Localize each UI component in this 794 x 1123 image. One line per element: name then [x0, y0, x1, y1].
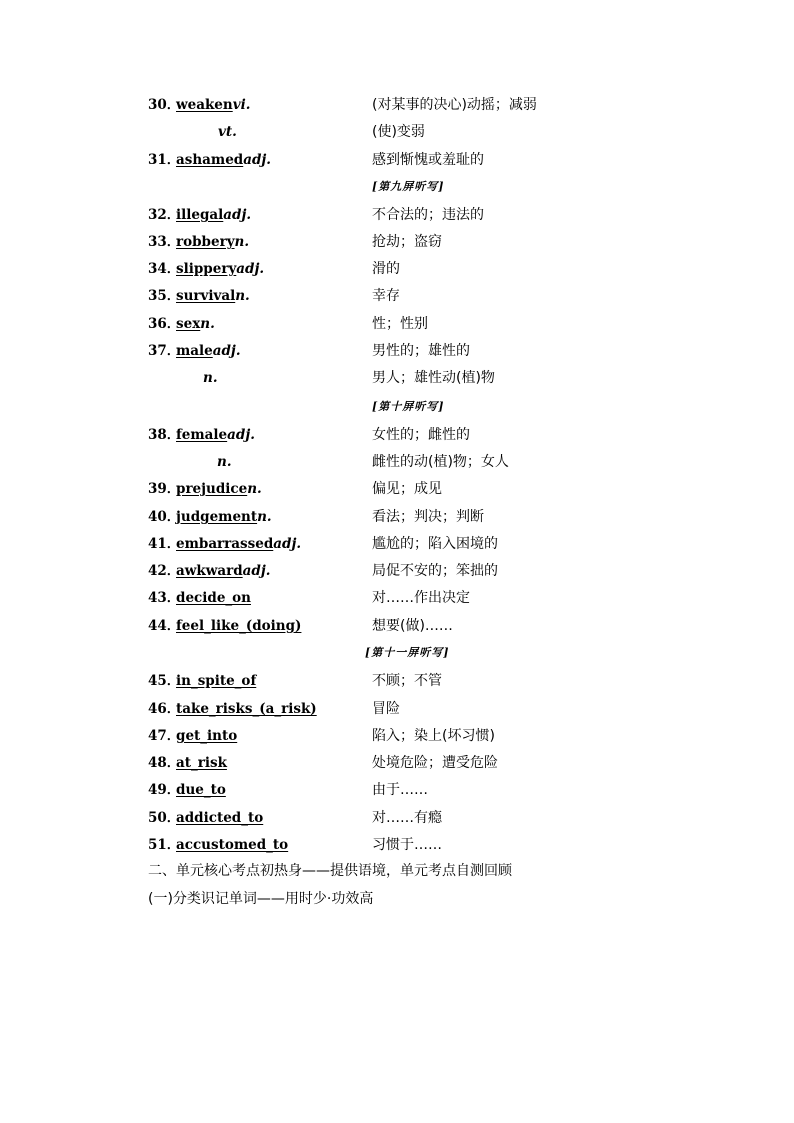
entry-number: 35．	[148, 288, 181, 304]
entry-term	[176, 93, 250, 117]
entry-term	[176, 505, 272, 529]
entry-number: 46．	[148, 701, 181, 717]
entry-term	[176, 257, 264, 281]
entry-number: 42．	[148, 563, 181, 579]
entry-translation: 感到惭愧或羞耻的	[372, 152, 484, 168]
entry-part-of-speech: adj.	[273, 536, 302, 552]
entry-word: sex	[176, 316, 201, 332]
entry-term	[176, 423, 255, 447]
entry-part-of-speech: adj.	[223, 207, 252, 223]
entry-term	[176, 669, 256, 693]
entry-term	[176, 284, 250, 308]
entry-word: decide_on	[176, 590, 251, 606]
entry-number: 34．	[148, 261, 181, 277]
vocab-entry	[0, 203, 794, 227]
entry-word: feel_like_(doing)	[176, 618, 302, 634]
entry-term	[176, 312, 215, 336]
entry-term	[176, 724, 237, 748]
entry-term	[176, 833, 288, 857]
entry-word: slippery	[176, 261, 237, 277]
entry-translation: 幸存	[372, 288, 400, 304]
vocab-entry	[0, 312, 794, 336]
entry-number: 33．	[148, 234, 181, 250]
entry-number: 30．	[148, 97, 181, 113]
entry-term	[176, 148, 271, 172]
section-marker	[0, 175, 794, 199]
entry-translation: 偏见；成见	[372, 481, 442, 497]
entry-word: survival	[176, 288, 236, 304]
entry-term	[176, 778, 226, 802]
entry-translation: (使)变弱	[372, 124, 425, 140]
entry-part-of-speech: n.	[247, 481, 262, 497]
vocab-entry	[0, 230, 794, 254]
entry-word: weaken	[176, 97, 233, 113]
entry-part-of-speech: adj.	[243, 152, 272, 168]
entry-part-of-speech: n.	[235, 288, 250, 304]
entry-translation: 处境危险；遭受危险	[372, 755, 498, 771]
vocab-entry-continuation	[0, 450, 794, 474]
subsection-heading: (一)分类识记单词——用时少·功效高	[148, 891, 374, 907]
section-heading: 二、单元核心考点初热身——提供语境，单元考点自测回顾	[148, 863, 512, 879]
entry-translation: 男人；雄性动(植)物	[372, 370, 495, 386]
vocab-entry-continuation	[0, 120, 794, 144]
entry-term	[176, 806, 263, 830]
entry-part-of-speech: adj.	[227, 427, 255, 443]
entry-number: 40．	[148, 509, 181, 525]
entry-term	[176, 614, 301, 638]
entry-part-of-speech: n.	[257, 509, 272, 525]
entry-translation: 性；性别	[372, 316, 428, 332]
entry-word: accustomed_to	[176, 837, 289, 853]
entry-number: 44．	[148, 618, 181, 634]
entry-word: prejudice	[176, 481, 248, 497]
vocab-entry	[0, 148, 794, 172]
entry-number: 50．	[148, 810, 181, 826]
entry-number: 38．	[148, 427, 181, 443]
entry-term	[176, 532, 301, 556]
vocab-entry	[0, 751, 794, 775]
vocab-entry	[0, 532, 794, 556]
vocab-entry	[0, 284, 794, 308]
entry-word: male	[176, 343, 213, 359]
vocab-entry	[0, 724, 794, 748]
dictation-section-label: [第十一屏听写]	[365, 646, 450, 659]
entry-translation: 陷入；染上(坏习惯)	[372, 728, 495, 744]
entry-term	[176, 697, 317, 721]
entry-number: 48．	[148, 755, 181, 771]
entry-number: 47．	[148, 728, 181, 744]
entry-part-of-speech: n.	[234, 234, 250, 250]
entry-word: in_spite_of	[176, 673, 257, 689]
entry-word: illegal	[176, 207, 224, 223]
entry-translation: 尴尬的；陷入困境的	[372, 536, 498, 552]
entry-term	[176, 751, 227, 775]
vocab-entry-continuation	[0, 366, 794, 390]
vocab-entry	[0, 614, 794, 638]
entry-word: embarrassed	[176, 536, 274, 552]
vocab-entry	[0, 697, 794, 721]
entry-part-of-speech: adj.	[212, 343, 241, 359]
entry-translation: 局促不安的；笨拙的	[372, 563, 498, 579]
entry-translation: 不顾；不管	[372, 673, 442, 689]
entry-number: 31．	[148, 152, 181, 168]
section-marker	[0, 641, 794, 665]
entry-translation: 抢劫；盗窃	[372, 234, 442, 250]
entry-term	[176, 339, 241, 363]
entry-term	[176, 203, 251, 227]
entry-translation: 看法；判决；判断	[372, 509, 484, 525]
entry-word: awkward	[176, 563, 243, 579]
entry-translation: 滑的	[372, 261, 400, 277]
vocab-entry	[0, 806, 794, 830]
entry-term	[176, 477, 262, 501]
vocab-entry	[0, 423, 794, 447]
entry-translation: 冒险	[372, 701, 400, 717]
section-marker	[0, 395, 794, 419]
vocab-entry	[0, 339, 794, 363]
entry-translation: (对某事的决心)动摇；减弱	[372, 97, 537, 113]
entry-part-of-speech: n.	[217, 454, 232, 470]
entry-word: addicted_to	[176, 810, 264, 826]
entry-part-of-speech: n.	[203, 370, 218, 386]
entry-translation: 男性的；雄性的	[372, 343, 470, 359]
entry-number: 39．	[148, 481, 181, 497]
entry-word: judgement	[176, 509, 258, 525]
entry-part-of-speech: n.	[200, 316, 215, 332]
entry-term	[176, 559, 270, 583]
entry-translation: 对……作出决定	[372, 590, 470, 606]
vocab-entry	[0, 559, 794, 583]
entry-part-of-speech: vi.	[232, 97, 251, 113]
vocab-entry	[0, 669, 794, 693]
entry-part-of-speech: vt.	[218, 124, 237, 140]
entry-translation: 雌性的动(植)物；女人	[372, 454, 509, 470]
vocab-entry	[0, 505, 794, 529]
entry-term	[176, 230, 249, 254]
entry-word: due_to	[176, 782, 226, 798]
vocab-entry	[0, 833, 794, 857]
dictation-section-label: [第九屏听写]	[372, 180, 445, 193]
entry-part-of-speech: adj.	[242, 563, 271, 579]
entry-translation: 对……有瘾	[372, 810, 442, 826]
entry-word: ashamed	[176, 152, 244, 168]
vocab-entry	[0, 477, 794, 501]
entry-word: female	[176, 427, 228, 443]
entry-translation: 女性的；雌性的	[372, 427, 470, 443]
vocab-entry	[0, 257, 794, 281]
entry-translation: 想要(做)……	[372, 618, 453, 634]
dictation-section-label: [第十屏听写]	[372, 400, 445, 413]
entry-number: 41．	[148, 536, 181, 552]
vocab-entry	[0, 93, 794, 117]
entry-word: at_risk	[176, 755, 227, 771]
entry-number: 36．	[148, 316, 181, 332]
entry-number: 32．	[148, 207, 181, 223]
entry-word: get_into	[176, 728, 238, 744]
entry-number: 37．	[148, 343, 181, 359]
entry-translation: 习惯于……	[372, 837, 442, 853]
entry-number: 43．	[148, 590, 181, 606]
vocab-entry	[0, 586, 794, 610]
entry-part-of-speech: adj.	[236, 261, 265, 277]
entry-number: 51．	[148, 837, 181, 853]
entry-term	[176, 586, 251, 610]
entry-number: 49．	[148, 782, 181, 798]
vocab-entry	[0, 778, 794, 802]
entry-word: robbery	[176, 234, 235, 250]
entry-translation: 不合法的；违法的	[372, 207, 484, 223]
entry-number: 45．	[148, 673, 181, 689]
entry-word: take_risks_(a_risk)	[176, 701, 317, 717]
entry-translation: 由于……	[372, 782, 428, 798]
